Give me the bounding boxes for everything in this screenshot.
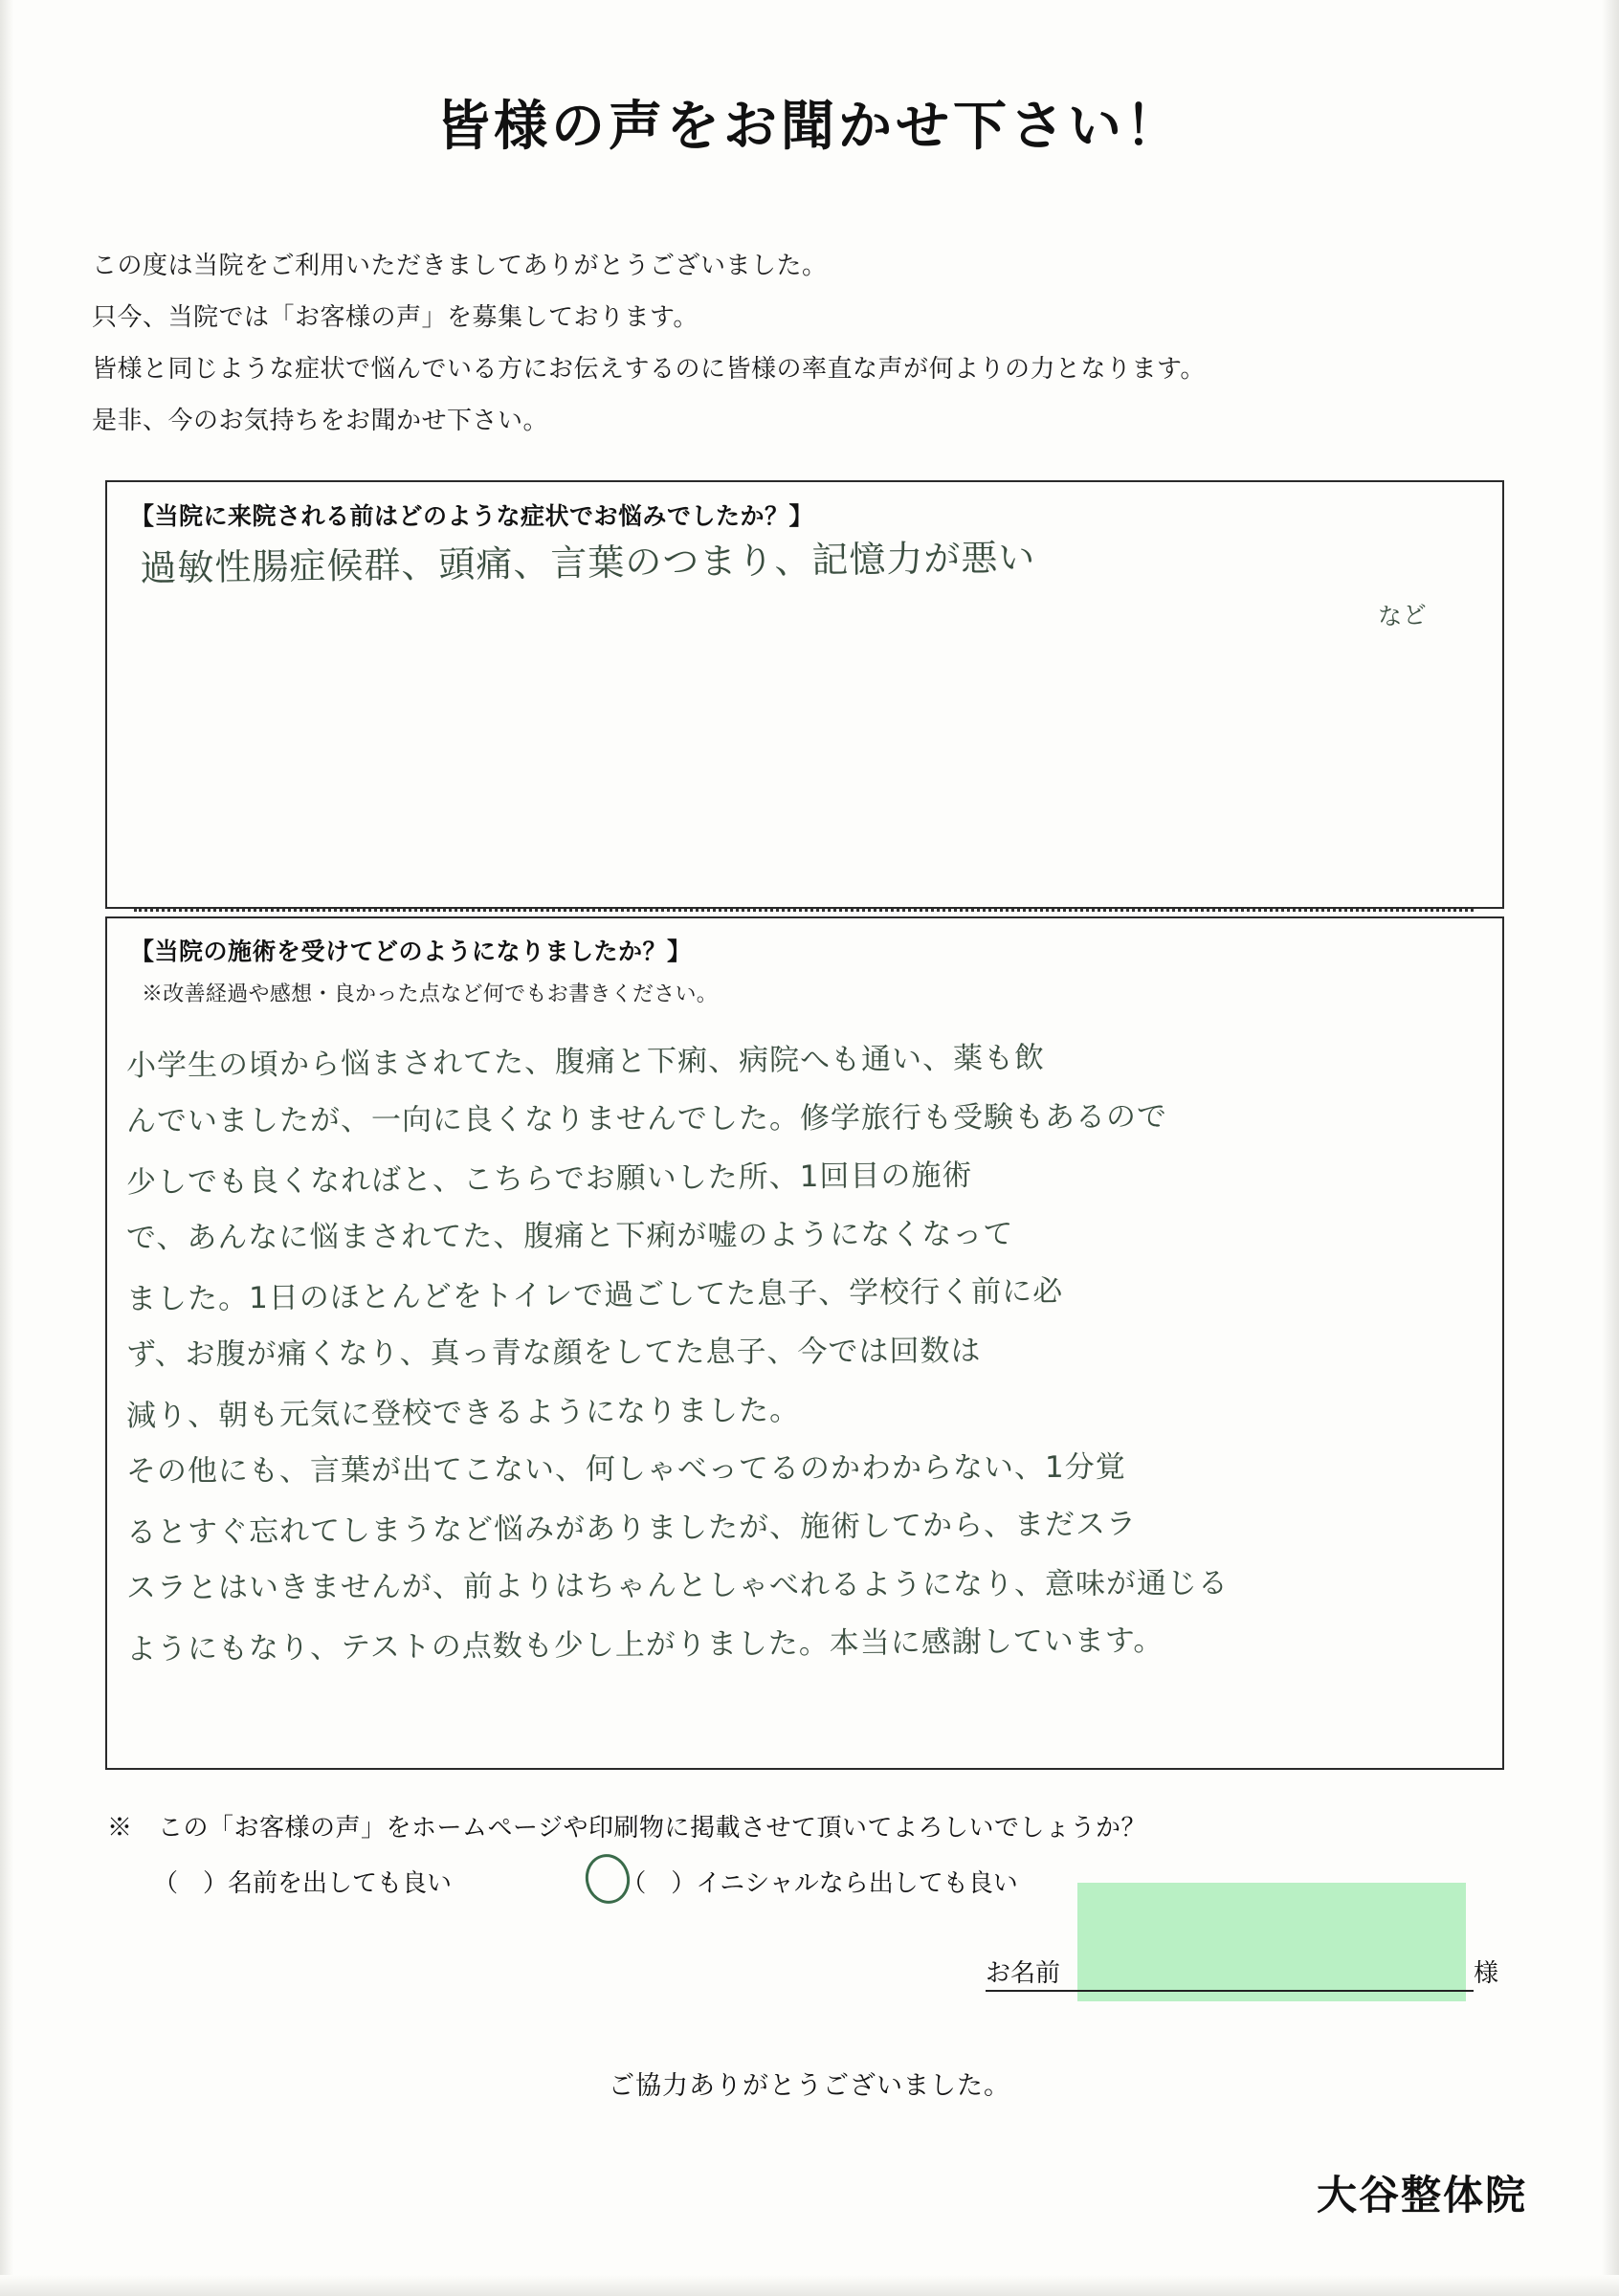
handwriting-line: スラとはいきませんが、前よりはちゃんとしゃべれるようになり、意味が通じる [125,1566,1230,1606]
handwriting-line: んでいましたが、一向に良くなりませんでした。修学旅行も受験もあるので [125,1099,1168,1139]
consent-question: ※ この「お客様の声」をホームページや印刷物に掲載させて頂いてよろしいでしょうか？ [107,1813,1146,1842]
name-field-suffix: 様 [1474,1958,1499,1987]
question-2-answer-handwriting [126,1031,1504,1673]
question-1-answer-tail-handwriting: など [1377,600,1429,631]
handwriting-line: その他にも、言葉が出てこない、何しゃべってるのかわからない、1分覚 [125,1449,1126,1490]
footer-thanks: ご協力ありがとうございました。 [609,2071,1010,2100]
selected-option-circle-mark [581,1850,634,1908]
paper-edge-right [1602,0,1619,2296]
handwriting-line: ました。1日のほとんどをトイレで過ごしてた息子、学校行く前に必 [125,1273,1064,1317]
handwriting-line: ず、お腹が痛くなり、真っ青な顔をしてた息子、今では回数は [125,1334,982,1373]
name-field-underline [986,1990,1474,1992]
handwriting-line: 小学生の頃から悩まされてた、腹痛と下痢、病院へも通い、薬も飲 [125,1040,1046,1084]
paper-edge-left [0,0,13,2296]
question-2-label: 【当院の施術を受けてどのようになりましたか？】 [130,938,692,965]
handwriting-line: 少しでも良くなればと、こちらでお願いした所、1回目の施術 [125,1158,973,1201]
question-1-answer-handwriting: 過敏性腸症候群、頭痛、言葉のつまり、記憶力が悪い [140,536,1036,589]
intro-line-3: 皆様と同じような症状で悩んでいる方にお伝えするのに皆様の率直な声が何よりの力となります。 [92,354,1206,383]
intro-line-1: この度は当院をご利用いただきましてありがとうございました。 [92,251,828,279]
paper-edge-bottom [0,2275,1619,2296]
page-title: 皆様の声をお聞かせ下さい！ [436,96,1183,158]
handwriting-line: で、あんなに悩まされてた、腹痛と下痢が嘘のようになくなって [125,1217,1014,1256]
consent-option-initial[interactable]: （ ）イニシャルなら出しても良い [621,1868,1018,1897]
question-2-note: ※改善経過や感想・良かった点など何でもお書きください。 [142,982,719,1005]
handwriting-line: るとすぐ忘れてしまうなど悩みがありましたが、施術してから、まだスラ [125,1507,1138,1551]
intro-paragraph [92,239,1508,446]
section-divider [134,909,1474,912]
clinic-name: 大谷整体院 [1316,2172,1527,2219]
handwriting-line: ようにもなり、テストの点数も少し上がりました。本当に感謝しています。 [125,1623,1164,1667]
name-field-label: お名前 [986,1958,1061,1987]
name-redaction-highlight [1077,1883,1466,2001]
handwriting-line: 減り、朝も元気に登校できるようになりました。 [125,1393,801,1434]
intro-line-2: 只今、当院では「お客様の声」を募集しております。 [92,302,699,331]
question-1-label: 【当院に来院される前はどのような症状でお悩みでしたか？】 [130,503,814,530]
intro-line-4: 是非、今のお気持ちをお聞かせ下さい。 [92,406,549,434]
consent-option-name[interactable]: （ ）名前を出しても良い [153,1868,453,1897]
